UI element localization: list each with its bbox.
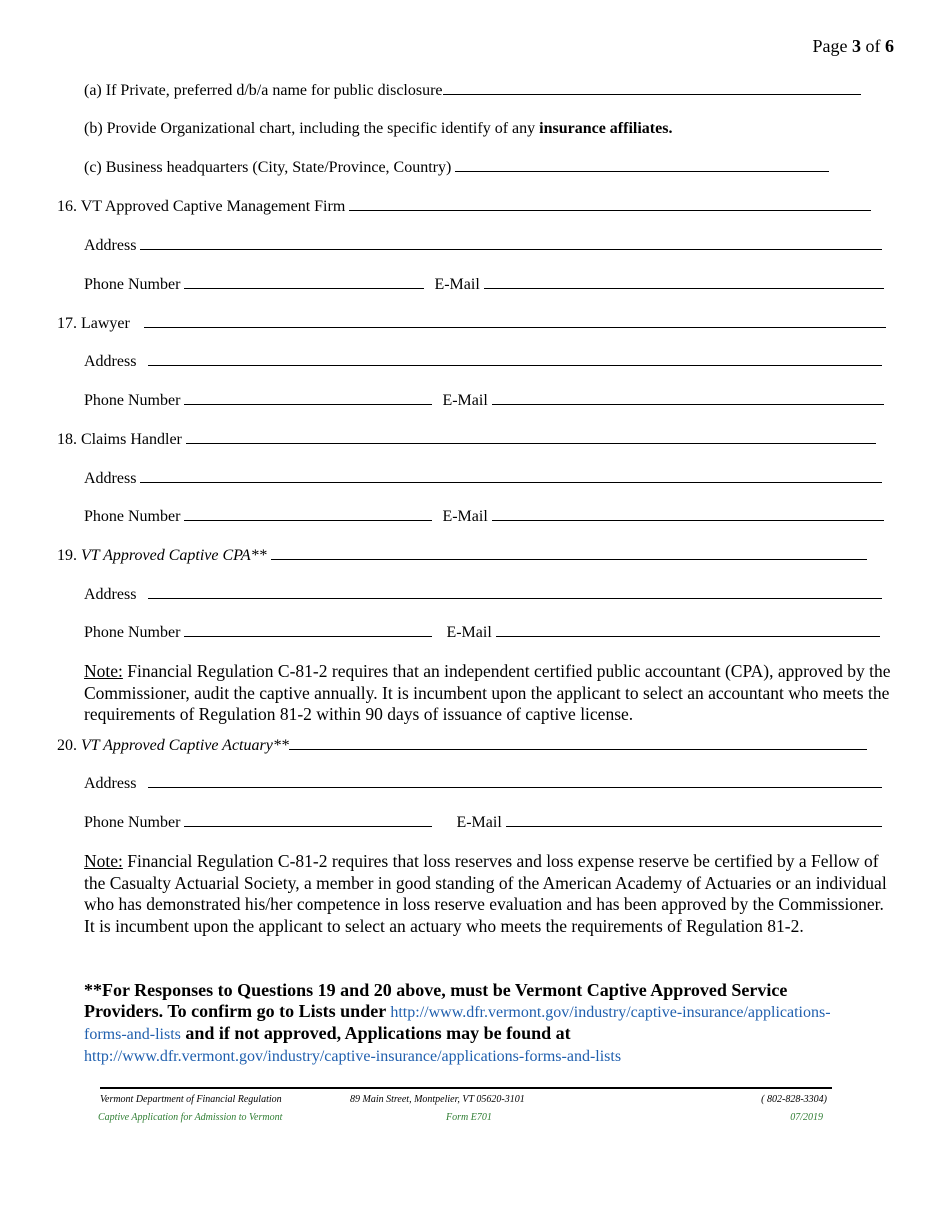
note-cpa-text: Financial Regulation C-81-2 requires that an independent certified public accountant (CPA), approved by the Commissioner, audit the captive annually. It is incumbent upon the applicant to select an accountant who meets the requirements of Regulation 81-2 within 90 days of issuance of captive license. — [84, 661, 891, 724]
q18-email-field[interactable] — [492, 506, 884, 521]
q19-address-field[interactable] — [148, 584, 882, 599]
dba-name-field[interactable] — [443, 80, 861, 95]
lists-link[interactable]: http://www.dfr.vermont.gov/industry/captive-insurance/applications-forms-and-lists — [84, 1004, 831, 1043]
footer-address: 89 Main Street, Montpelier, VT 05620-3101 — [350, 1094, 525, 1105]
q17-address — [84, 351, 882, 372]
q19-number: 19. — [57, 547, 81, 564]
page-number — [813, 36, 895, 57]
q16-phone-field[interactable] — [184, 274, 424, 289]
footer-date: 07/2019 — [790, 1112, 823, 1123]
email-label: E-Mail — [442, 392, 492, 409]
item-b-label: (b) Provide Organizational chart, including the specific identify of any — [84, 120, 540, 137]
footer-divider — [100, 1087, 832, 1089]
q19-cpa-field[interactable] — [271, 545, 867, 560]
address-label: Address — [84, 470, 141, 487]
phone-label: Phone Number — [84, 392, 185, 409]
note-cpa-label: Note: — [84, 661, 123, 681]
note-cpa — [84, 661, 896, 726]
q18-address-field[interactable] — [140, 468, 882, 483]
q19-address — [84, 584, 882, 605]
item-a — [84, 80, 861, 101]
footer-form: Form E701 — [446, 1112, 492, 1123]
address-label: Address — [84, 586, 141, 603]
item-c — [84, 157, 829, 178]
q17-contact — [84, 390, 884, 411]
address-label: Address — [84, 775, 141, 792]
q16-address-field[interactable] — [140, 235, 882, 250]
q16-contact — [84, 274, 884, 295]
q18-label: 18. Claims Handler — [57, 431, 186, 448]
phone-label: Phone Number — [84, 624, 185, 641]
q20-label: VT Approved Captive Actuary** — [81, 737, 289, 754]
address-label: Address — [84, 237, 141, 254]
phone-label: Phone Number — [84, 814, 185, 831]
q19-label: VT Approved Captive CPA** — [81, 547, 267, 564]
footer-phone: ( 802-828-3304) — [761, 1094, 827, 1105]
q18-phone-field[interactable] — [184, 506, 432, 521]
item-b — [84, 119, 672, 139]
headquarters-field[interactable] — [455, 157, 829, 172]
note-actuary-label: Note: — [84, 851, 123, 871]
page-current: 3 — [852, 36, 861, 56]
address-label: Address — [84, 353, 141, 370]
q16 — [57, 196, 871, 217]
page-prefix: Page — [812, 36, 852, 56]
phone-label: Phone Number — [84, 508, 185, 525]
item-c-label: (c) Business headquarters (City, State/Province, Country) — [84, 159, 456, 176]
q20-address — [84, 773, 882, 794]
page-total: 6 — [885, 36, 894, 56]
footer-application: Captive Application for Admission to Vermont — [98, 1112, 283, 1123]
email-label: E-Mail — [442, 508, 492, 525]
q17-address-field[interactable] — [148, 351, 882, 366]
q16-label: 16. VT Approved Captive Management Firm — [57, 198, 350, 215]
q20-number: 20. — [57, 737, 81, 754]
applications-link[interactable]: http://www.dfr.vermont.gov/industry/captive-insurance/applications-forms-and-lists — [84, 1048, 622, 1065]
q17 — [57, 313, 886, 334]
q19-contact — [84, 622, 880, 643]
q20-phone-field[interactable] — [184, 812, 432, 827]
notice-text-1: **For Responses to Questions 19 and 20 above, must be Vermont Captive Approved Service Providers. To confirm go to Lists under — [84, 980, 788, 1021]
q18-contact — [84, 506, 884, 527]
q17-lawyer-field[interactable] — [144, 313, 886, 328]
item-a-label: (a) If Private, preferred d/b/a name for public disclosure — [84, 82, 443, 99]
q17-email-field[interactable] — [492, 390, 884, 405]
q16-firm-field[interactable] — [349, 196, 871, 211]
q19 — [57, 545, 867, 566]
q16-email-field[interactable] — [484, 274, 884, 289]
q17-label: 17. Lawyer — [57, 315, 134, 332]
q18-address — [84, 468, 882, 489]
q19-email-field[interactable] — [496, 622, 880, 637]
q20-contact — [84, 812, 882, 833]
page-of: of — [861, 36, 885, 56]
q18-claims-field[interactable] — [186, 429, 876, 444]
phone-label: Phone Number — [84, 276, 185, 293]
q20-actuary-field[interactable] — [289, 735, 867, 750]
note-actuary-text: Financial Regulation C-81-2 requires that loss reserves and loss expense reserve be certified by a Fellow of the Casualty Actuarial Society, a member in good standing of the American Academy of Actuaries or an individual who has demonstrated his/her competence in loss reserve evaluation and has been approved by the Commissioner. It is incumbent upon the applicant to select an actuary who meets the requirements of Regulation 81-2. — [84, 851, 887, 936]
footer-dept: Vermont Department of Financial Regulation — [100, 1094, 282, 1105]
q16-address — [84, 235, 882, 256]
note-actuary — [84, 851, 896, 937]
approved-providers-notice — [84, 980, 864, 1067]
email-label: E-Mail — [434, 276, 484, 293]
q18 — [57, 429, 876, 450]
notice-text-2: and if not approved, Applications may be found at — [180, 1023, 571, 1043]
q19-phone-field[interactable] — [184, 622, 432, 637]
q20 — [57, 735, 867, 756]
q20-address-field[interactable] — [148, 773, 882, 788]
email-label: E-Mail — [456, 814, 506, 831]
item-b-bold: insurance affiliates. — [539, 120, 673, 137]
email-label: E-Mail — [446, 624, 496, 641]
q20-email-field[interactable] — [506, 812, 882, 827]
q17-phone-field[interactable] — [184, 390, 432, 405]
